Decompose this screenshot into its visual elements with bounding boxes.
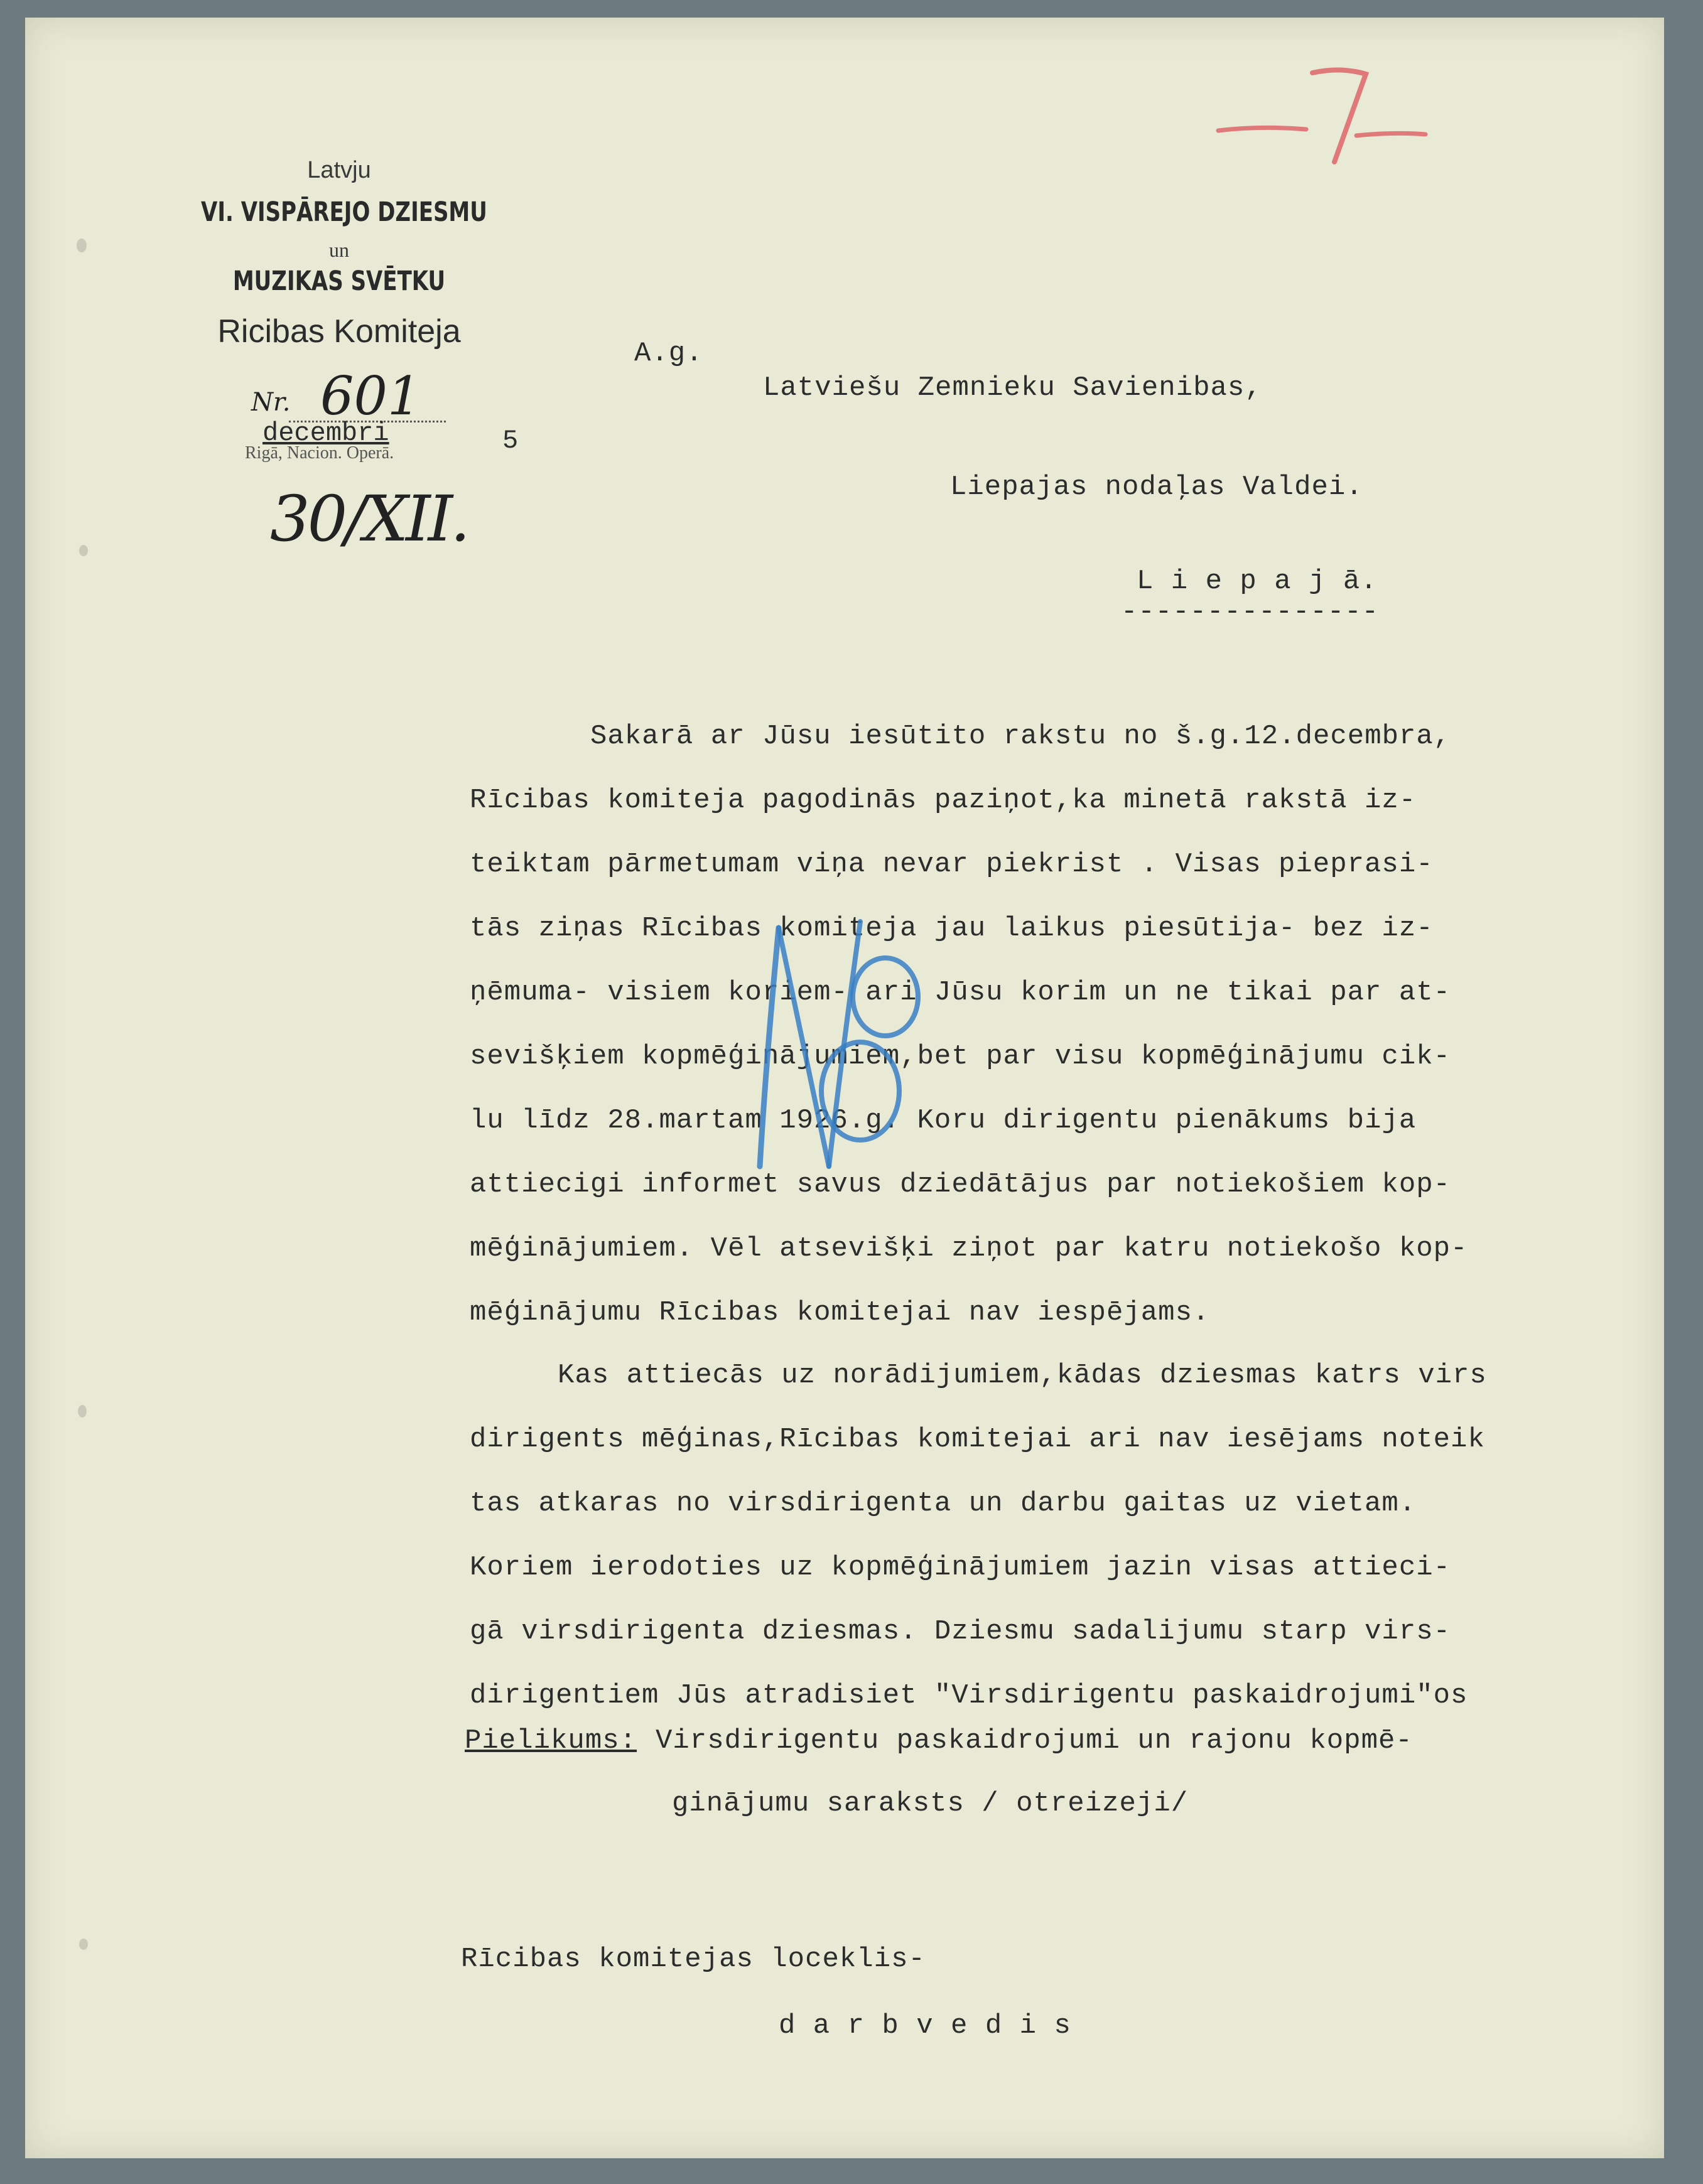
body-line: Kas attiecās uz norādijumiem,kādas dziesmas katrs virs	[558, 1360, 1487, 1391]
body-line: dirigents mēģinas,Rīcibas komitejai ari nav iesējams noteik	[470, 1424, 1485, 1455]
signature-line2: d a r b v e d i s	[779, 2010, 1071, 2041]
recipient-line2: Liepajas nodaļas Valdei.	[950, 471, 1363, 503]
body-line: tas atkaras no virsdirigenta un darbu gaitas uz vietam.	[470, 1488, 1417, 1519]
page-number-mark	[1206, 43, 1444, 168]
body-line: mēģinājumu Rīcibas komitejai nav iespējams.	[470, 1297, 1210, 1328]
salutation-prefix: A.g.	[634, 338, 703, 369]
letterhead-line1: Latvju	[307, 157, 371, 183]
body-line: Rīcibas komiteja pagodinās paziņot,ka minetā rakstā iz-	[470, 785, 1417, 816]
punch-hole	[79, 1939, 88, 1950]
letterhead-address: Rigā, Nacion. Operā.	[245, 443, 394, 463]
body-line: Sakarā ar Jūsu iesūtito rakstu no š.g.12.decembra,	[590, 721, 1451, 752]
body-line: dirigentiem Jūs atradisiet "Virsdirigentu paskaidrojumi"os	[470, 1680, 1468, 1711]
letterhead-line3: un	[329, 239, 349, 261]
attachment-label: Pielikums:	[465, 1725, 637, 1756]
letterhead-committee: Ricibas Komiteja	[217, 313, 461, 350]
date-month: decembri	[262, 418, 389, 448]
body-line: attiecigi informet savus dziedātājus par notiekošiem kop-	[470, 1169, 1451, 1200]
body-line: teiktam pārmetumam viņa nevar piekrist . Visas pieprasi-	[470, 849, 1434, 880]
letter-number	[245, 365, 452, 427]
letter-page	[25, 18, 1664, 2158]
punch-hole	[79, 545, 88, 556]
nr-value: 601	[320, 365, 421, 427]
date-day: 5	[502, 426, 519, 456]
blue-pencil-annotation	[703, 871, 967, 1223]
recipient-rule: ---------------	[1121, 596, 1380, 628]
signature-line1: Rīcibas komitejas loceklis-	[461, 1944, 926, 1975]
body-line: Koriem ierodoties uz kopmēģinājumiem jazin visas attieci-	[470, 1552, 1451, 1583]
letterhead-line2: VI. VISPĀREJO DZIESMU	[201, 196, 487, 228]
body-line: ņēmuma- visiem koriem- ari Jūsu korim un ne tikai par at-	[470, 977, 1451, 1008]
punch-hole	[77, 239, 87, 252]
attachment-line2: ginājumu saraksts / otreizeji/	[672, 1788, 1189, 1819]
body-line: sevišķiem kopmēģinājumiem,bet par visu kopmēģinājumu cik-	[470, 1041, 1451, 1072]
attachment-line1: Virsdirigentu paskaidrojumi un rajonu kopmē-	[656, 1725, 1413, 1756]
body-line: tās ziņas Rīcibas komiteja jau laikus piesūtija- bez iz-	[470, 913, 1434, 944]
recipient-line1: Latviešu Zemnieku Savienibas,	[763, 372, 1262, 404]
punch-hole	[78, 1405, 87, 1417]
recipient-city: L i e p a j ā.	[1137, 566, 1378, 597]
body-line: lu līdz 28.martam 1926.g. Koru dirigentu pienākums bija	[470, 1105, 1417, 1136]
body-line: mēģinājumiem. Vēl atsevišķi ziņot par katru notiekošo kop-	[470, 1233, 1468, 1264]
handwritten-date: 30/XII.	[270, 482, 468, 556]
letterhead-line4: MUZIKAS SVĒTKU	[232, 266, 446, 297]
body-line: gā virsdirigenta dziesmas. Dziesmu sadalijumu starp virs-	[470, 1616, 1451, 1647]
nr-label: Nr.	[251, 388, 291, 417]
